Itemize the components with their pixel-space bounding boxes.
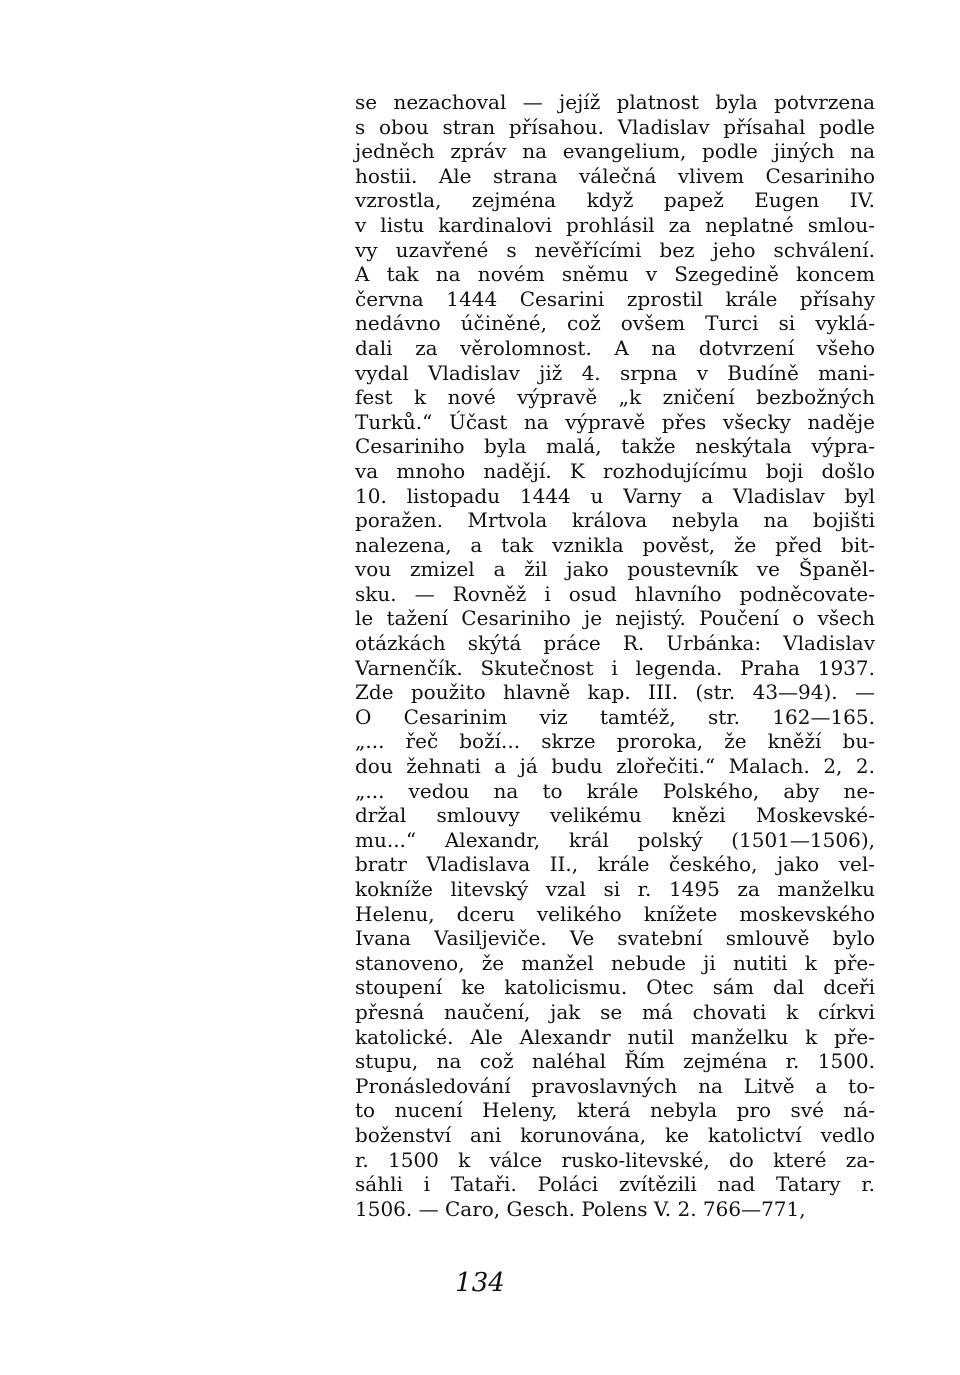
text-line: držal smlouvy velikému knězi Moskevské- xyxy=(355,803,875,828)
text-line: sáhli i Tataři. Poláci zvítězili nad Tatary r. xyxy=(355,1172,875,1197)
text-line: se nezachoval — jejíž platnost byla potvrzena xyxy=(355,90,875,114)
text-line: nedávno účiněné, což ovšem Turci si vyklá- xyxy=(355,311,875,336)
text-line: „... řeč boží... skrze proroka, že kněží bu- xyxy=(355,729,875,754)
text-line: 1506. — Caro, Gesch. Polens V. 2. 766—771, xyxy=(355,1196,806,1221)
text-line: sku. — Rovněž i osud hlavního podněcovate- xyxy=(355,581,875,606)
text-line: katolické. Ale Alexandr nutil manželku k pře- xyxy=(355,1024,875,1049)
text-line: boženství ani korunována, ke katolictví vedlo xyxy=(355,1122,875,1147)
text-line: mu...“ Alexandr, král polský (1501—1506), xyxy=(355,827,875,852)
text-line: O Cesarinim viz tamtéž, str. 162—165. xyxy=(355,704,875,729)
text-line: Pronásledování pravoslavných na Litvě a to- xyxy=(355,1073,875,1098)
text-line: nalezena, a tak vznikla pověst, že před bit- xyxy=(355,532,875,557)
text-line: r. 1500 k válce rusko-litevské, do které za- xyxy=(355,1147,875,1172)
text-line: bratr Vladislava II., krále českého, jako vel- xyxy=(355,852,875,877)
text-line: vou zmizel a žil jako poustevník ve Španěl- xyxy=(355,557,875,582)
text-line: června 1444 Cesarini zprostil krále přísahy xyxy=(355,286,875,311)
text-line: vzrostla, zejména když papež Eugen IV. xyxy=(355,188,875,213)
text-line: stoupení ke katolicismu. Otec sám dal dceři xyxy=(355,975,875,1000)
text-line: v listu kardinalovi prohlásil za neplatné smlou- xyxy=(355,212,875,237)
text-line: Helenu, dceru velikého knížete moskevského xyxy=(355,901,875,926)
text-line: Zde použito hlavně kap. III. (str. 43—94). — xyxy=(355,680,875,705)
text-line: stanoveno, že manžel nebude ji nutiti k pře- xyxy=(355,950,875,975)
text-line: s obou stran přísahou. Vladislav přísahal podle xyxy=(355,114,875,139)
text-line: vy uzavřené s nevěřícími bez jeho schválení. xyxy=(355,237,875,262)
body-text xyxy=(355,90,875,1221)
text-line: jedněch zpráv na evangelium, podle jiných na xyxy=(355,139,875,164)
text-line: otázkách skýtá práce R. Urbánka: Vladislav xyxy=(355,631,875,656)
text-line: va mnoho nadějí. K rozhodujícímu boji došlo xyxy=(355,458,875,483)
text-line: Cesariniho byla malá, takže neskýtala výpra- xyxy=(355,434,875,459)
text-line: Varnenčík. Skutečnost i legenda. Praha 1937. xyxy=(355,655,875,680)
text-line: přesná naučení, jak se má chovati k církvi xyxy=(355,999,875,1024)
text-line: „... vedou na to krále Polského, aby ne- xyxy=(355,778,875,803)
text-line: to nucení Heleny, která nebyla pro své ná- xyxy=(355,1098,875,1123)
text-line: 10. listopadu 1444 u Varny a Vladislav byl xyxy=(355,483,875,508)
text-line: hostii. Ale strana válečná vlivem Cesariniho xyxy=(355,163,875,188)
text-line: dou žehnati a já budu zlořečiti.“ Malach. 2, 2. xyxy=(355,754,875,779)
text-line: vydal Vladislav již 4. srpna v Budíně mani- xyxy=(355,360,875,385)
text-line: Turků.“ Účast na výpravě přes všecky naděje xyxy=(355,409,875,434)
text-line: fest k nové výpravě „k zničení bezbožných xyxy=(355,385,875,410)
page-number: 134 xyxy=(455,1268,505,1298)
text-line: stupu, na což naléhal Řím zejména r. 1500. xyxy=(355,1049,875,1074)
text-line: A tak na novém sněmu v Szegedině koncem xyxy=(355,262,875,287)
text-line: Ivana Vasiljeviče. Ve svatební smlouvě bylo xyxy=(355,926,875,951)
text-line: le tažení Cesariniho je nejistý. Poučení o všech xyxy=(355,606,875,631)
text-line: poražen. Mrtvola králova nebyla na bojišti xyxy=(355,508,875,533)
text-line: dali za věrolomnost. A na dotvrzení všeho xyxy=(355,335,875,360)
text-line: kokníže litevský vzal si r. 1495 za manželku xyxy=(355,877,875,901)
